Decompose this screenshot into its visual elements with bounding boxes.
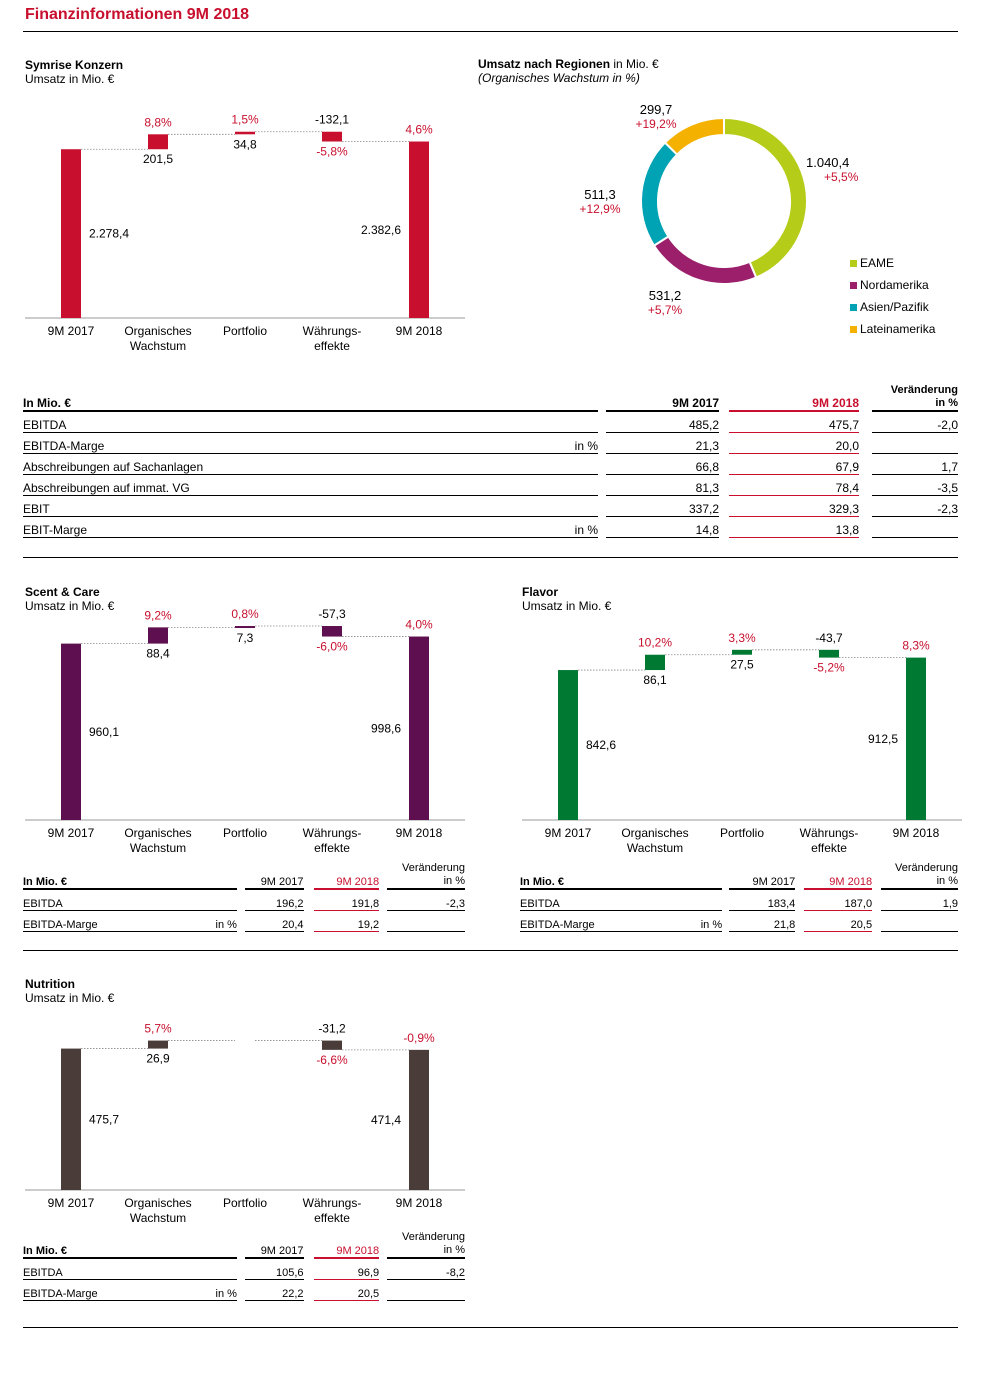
legend-label-3: Asien/Pazifik xyxy=(860,300,929,314)
row-unit xyxy=(164,889,237,911)
category-label-4: Währungs-effekte xyxy=(799,826,859,855)
row-label: EBITDA xyxy=(520,889,636,911)
pct-label-5: 4,6% xyxy=(405,122,433,137)
row-value-2017: 337,2 xyxy=(606,496,719,517)
legend-label-2: Nordamerika xyxy=(860,278,929,292)
regions-title-block xyxy=(478,57,659,71)
value-label-2: 86,1 xyxy=(643,673,667,688)
row-label: EBITDA-Marge xyxy=(520,911,636,932)
row-value-2017: 196,2 xyxy=(245,889,304,911)
row-gap xyxy=(795,911,804,932)
bar-4 xyxy=(819,650,839,658)
bar-4 xyxy=(322,626,342,637)
table-header-spacer xyxy=(473,384,598,411)
table-header-col1: 9M 2017 xyxy=(729,862,795,889)
table-header-spacer xyxy=(164,862,237,889)
table-row xyxy=(23,454,958,475)
row-gap xyxy=(859,411,872,433)
table-header-row xyxy=(23,1231,465,1258)
row-unit xyxy=(473,411,598,433)
page-bottom-rule xyxy=(23,1327,958,1328)
row-gap xyxy=(719,496,729,517)
scent-table xyxy=(23,862,465,932)
page-title: Finanzinformationen 9M 2018 xyxy=(25,6,250,23)
table-header-col1: 9M 2017 xyxy=(606,384,719,411)
flavor-title: Flavor xyxy=(522,585,559,599)
value-label-4: -31,2 xyxy=(318,1021,346,1036)
row-gap xyxy=(719,517,729,538)
main-financial-table xyxy=(23,384,958,538)
row-unit: in % xyxy=(473,433,598,454)
row-value-2018: 67,9 xyxy=(729,454,859,475)
slice-value-label-3: 511,3 xyxy=(584,187,616,202)
row-value-2017: 66,8 xyxy=(606,454,719,475)
konzern-title: Symrise Konzern xyxy=(25,58,124,72)
row-value-change: -2,3 xyxy=(387,889,465,911)
table-row xyxy=(23,911,465,932)
row-value-change xyxy=(387,911,465,932)
table-header-gap xyxy=(379,862,387,889)
row-value-2018: 78,4 xyxy=(729,475,859,496)
table-header-gap xyxy=(719,384,729,411)
segments-bottom-rule xyxy=(23,950,958,951)
nutrition-table xyxy=(23,1231,465,1301)
pct-label-5: -0,9% xyxy=(403,1030,435,1045)
pct-label-5: 8,3% xyxy=(902,638,930,653)
legend-swatch-2 xyxy=(850,282,857,289)
pct-label-4: -5,8% xyxy=(316,144,348,159)
legend-swatch-3 xyxy=(850,304,857,311)
row-gap xyxy=(859,475,872,496)
regions-subtitle: (Organisches Wachstum in %) xyxy=(478,71,640,85)
legend-swatch-4 xyxy=(850,326,857,333)
bar-5 xyxy=(409,637,429,820)
pct-label-4: -6,0% xyxy=(316,639,348,654)
value-label-4: -43,7 xyxy=(815,630,843,645)
col3-line1: Veränderung xyxy=(895,862,958,874)
row-value-2017: 21,3 xyxy=(606,433,719,454)
row-gap xyxy=(598,454,606,475)
row-gap xyxy=(719,454,729,475)
bar-2 xyxy=(645,655,665,670)
bar-3 xyxy=(732,650,752,655)
row-value-change xyxy=(872,433,958,454)
pct-label-4: -6,6% xyxy=(316,1052,348,1067)
row-value-2018: 20,5 xyxy=(804,911,872,932)
row-label: EBITDA-Marge xyxy=(23,911,164,932)
category-label-2: Organisches Wachstum xyxy=(124,826,192,855)
row-value-2018: 475,7 xyxy=(729,411,859,433)
table-header-gap xyxy=(237,862,245,889)
row-gap xyxy=(795,889,804,911)
row-gap xyxy=(598,475,606,496)
slice-growth-label-2: +5,7% xyxy=(647,303,683,317)
row-value-2017: 20,4 xyxy=(245,911,304,932)
table-row xyxy=(23,1258,465,1280)
row-gap xyxy=(722,889,729,911)
table-header-col1: 9M 2017 xyxy=(245,862,304,889)
row-gap xyxy=(304,1258,314,1280)
table-header-label: In Mio. € xyxy=(23,1231,164,1258)
row-value-change xyxy=(881,911,958,932)
table-row xyxy=(520,889,958,911)
row-value-2018: 187,0 xyxy=(804,889,872,911)
header-rule xyxy=(23,31,958,32)
value-label-3: 7,3 xyxy=(236,631,254,646)
table-header-gap xyxy=(237,1231,245,1258)
pct-label-5: 4,0% xyxy=(405,617,433,632)
value-label-1: 475,7 xyxy=(89,1112,120,1127)
nutrition-subtitle: Umsatz in Mio. € xyxy=(25,991,115,1005)
row-gap xyxy=(379,1258,387,1280)
table-header-label: In Mio. € xyxy=(520,862,636,889)
category-label-1: 9M 2017 xyxy=(47,324,95,338)
table-row xyxy=(23,411,958,433)
row-value-change: -8,2 xyxy=(387,1258,465,1280)
pct-label-2: 8,8% xyxy=(144,115,172,130)
table-header-gap xyxy=(872,862,881,889)
col3-line1: Veränderung xyxy=(890,384,958,396)
row-label: Abschreibungen auf Sachanlagen xyxy=(23,454,473,475)
slice-growth-label-1: +5,5% xyxy=(824,170,859,184)
pct-label-2: 9,2% xyxy=(144,608,172,623)
table-header-col2: 9M 2018 xyxy=(314,1231,380,1258)
value-label-3: 34,8 xyxy=(233,137,257,152)
table-header-col3 xyxy=(881,862,958,889)
row-gap xyxy=(304,911,314,932)
category-label-3: Portfolio xyxy=(222,324,268,338)
table-header-gap xyxy=(859,384,872,411)
pct-label-3: 1,5% xyxy=(231,112,259,127)
flavor-subtitle: Umsatz in Mio. € xyxy=(522,599,612,613)
col3-line2: in % xyxy=(443,1244,465,1256)
value-label-2: 201,5 xyxy=(142,152,174,167)
pct-label-3: 3,3% xyxy=(728,630,756,645)
row-gap xyxy=(598,517,606,538)
row-unit: in % xyxy=(636,911,722,932)
row-unit: in % xyxy=(164,911,237,932)
row-gap xyxy=(379,911,387,932)
slice-value-label-1: 1.040,4 xyxy=(806,155,850,170)
row-gap xyxy=(859,496,872,517)
table-header-gap xyxy=(304,862,314,889)
table-header-col2: 9M 2018 xyxy=(729,384,859,411)
value-label-4: -57,3 xyxy=(318,607,346,622)
row-gap xyxy=(719,433,729,454)
nutrition-title: Nutrition xyxy=(25,977,75,991)
row-gap xyxy=(237,1258,245,1280)
row-value-2017: 14,8 xyxy=(606,517,719,538)
row-label: EBIT-Marge xyxy=(23,517,473,538)
table-row xyxy=(23,889,465,911)
slice-nordamerika xyxy=(654,236,756,284)
bar-2 xyxy=(148,1041,168,1049)
regions-title: Umsatz nach Regionen xyxy=(478,57,611,71)
row-label: EBIT xyxy=(23,496,473,517)
value-label-2: 88,4 xyxy=(146,646,170,661)
table-header-col3 xyxy=(387,862,465,889)
legend-swatch-1 xyxy=(850,260,857,267)
row-label: EBITDA xyxy=(23,889,164,911)
row-value-2017: 485,2 xyxy=(606,411,719,433)
row-gap xyxy=(237,1280,245,1301)
col3-line2: in % xyxy=(936,875,958,887)
bar-3 xyxy=(235,626,255,628)
table-header-row xyxy=(23,862,465,889)
row-gap xyxy=(859,454,872,475)
regions-donut-chart xyxy=(560,95,980,355)
table-header-row xyxy=(520,862,958,889)
row-value-2018: 96,9 xyxy=(314,1258,380,1280)
row-gap xyxy=(859,433,872,454)
category-label-2: Organisches Wachstum xyxy=(124,1196,192,1225)
bar-1 xyxy=(61,1049,81,1190)
category-label-5: 9M 2018 xyxy=(395,826,443,840)
table-header-gap xyxy=(598,384,606,411)
category-label-5: 9M 2018 xyxy=(395,324,443,338)
row-value-2017: 81,3 xyxy=(606,475,719,496)
row-value-change: -2,0 xyxy=(872,411,958,433)
category-label-1: 9M 2017 xyxy=(47,826,95,840)
row-value-2018: 329,3 xyxy=(729,496,859,517)
value-label-1: 2.278,4 xyxy=(89,226,130,241)
category-label-2: Organisches Wachstum xyxy=(621,826,689,855)
pct-label-4: -5,2% xyxy=(813,660,845,675)
value-label-3: 27,5 xyxy=(730,657,754,672)
value-label-1: 960,1 xyxy=(89,724,120,739)
category-label-5: 9M 2018 xyxy=(892,826,940,840)
konzern-subtitle: Umsatz in Mio. € xyxy=(25,72,115,86)
row-value-change xyxy=(387,1280,465,1301)
bar-4 xyxy=(322,132,342,142)
value-label-1: 842,6 xyxy=(586,738,617,753)
row-unit xyxy=(636,889,722,911)
row-unit: in % xyxy=(473,517,598,538)
table-header-gap xyxy=(722,862,729,889)
slice-asienpazifik xyxy=(641,143,677,246)
main-table-bottom-rule xyxy=(23,557,958,558)
scent-title: Scent & Care xyxy=(25,585,100,599)
row-value-2018: 20,0 xyxy=(729,433,859,454)
bar-1 xyxy=(558,670,578,820)
col3-line2: in % xyxy=(443,875,465,887)
slice-growth-label-3: +12,9% xyxy=(579,202,621,216)
row-label: EBITDA xyxy=(23,411,473,433)
legend-label-1: EAME xyxy=(860,256,895,270)
bar-2 xyxy=(148,627,168,643)
row-value-2018: 20,5 xyxy=(314,1280,380,1301)
slice-eame xyxy=(724,118,807,278)
table-header-col1: 9M 2017 xyxy=(245,1231,304,1258)
row-value-change xyxy=(872,517,958,538)
slice-value-label-4: 299,7 xyxy=(639,102,673,117)
row-gap xyxy=(719,475,729,496)
row-gap xyxy=(872,889,881,911)
row-unit xyxy=(164,1258,237,1280)
row-gap xyxy=(304,889,314,911)
row-gap xyxy=(379,889,387,911)
slice-value-label-2: 531,2 xyxy=(648,288,682,303)
row-unit: in % xyxy=(164,1280,237,1301)
row-label: EBITDA-Marge xyxy=(23,1280,164,1301)
regions-title-suffix: in Mio. € xyxy=(613,57,659,71)
table-header-spacer xyxy=(636,862,722,889)
row-label: Abschreibungen auf immat. VG xyxy=(23,475,473,496)
row-unit xyxy=(473,475,598,496)
nutrition-waterfall-chart xyxy=(25,1005,465,1230)
bar-5 xyxy=(409,142,429,318)
flavor-table xyxy=(520,862,958,932)
category-label-4: Währungs-effekte xyxy=(302,1196,362,1225)
row-gap xyxy=(598,496,606,517)
category-label-5: 9M 2018 xyxy=(395,1196,443,1210)
bar-5 xyxy=(409,1050,429,1190)
row-value-2017: 21,8 xyxy=(729,911,795,932)
category-label-3: Portfolio xyxy=(719,826,765,840)
value-label-5: 912,5 xyxy=(867,731,898,746)
table-header-row xyxy=(23,384,958,411)
table-header-label: In Mio. € xyxy=(23,862,164,889)
table-header-col2: 9M 2018 xyxy=(804,862,872,889)
category-label-2: Organisches Wachstum xyxy=(124,324,192,353)
table-header-col3 xyxy=(387,1231,465,1258)
table-header-spacer xyxy=(164,1231,237,1258)
row-value-2017: 183,4 xyxy=(729,889,795,911)
table-header-gap xyxy=(795,862,804,889)
category-label-4: Währungs-effekte xyxy=(302,826,362,855)
row-label: EBITDA xyxy=(23,1258,164,1280)
value-label-4: -132,1 xyxy=(314,112,350,127)
row-value-2017: 22,2 xyxy=(245,1280,304,1301)
konzern-waterfall-chart xyxy=(25,100,465,360)
table-row xyxy=(23,517,958,538)
row-value-change: -3,5 xyxy=(872,475,958,496)
table-header-label: In Mio. € xyxy=(23,384,473,411)
scent-subtitle: Umsatz in Mio. € xyxy=(25,599,115,613)
category-label-3: Portfolio xyxy=(222,826,268,840)
col3-line2: in % xyxy=(935,397,958,409)
value-label-5: 471,4 xyxy=(370,1112,401,1127)
table-row xyxy=(23,496,958,517)
table-header-col2: 9M 2018 xyxy=(314,862,380,889)
row-gap xyxy=(598,433,606,454)
row-gap xyxy=(872,911,881,932)
table-row xyxy=(23,433,958,454)
row-label: EBITDA-Marge xyxy=(23,433,473,454)
pct-label-3: 0,8% xyxy=(231,607,259,622)
row-value-change: -2,3 xyxy=(872,496,958,517)
bar-1 xyxy=(61,149,81,318)
bar-5 xyxy=(906,658,926,820)
table-row xyxy=(23,1280,465,1301)
row-value-change: 1,7 xyxy=(872,454,958,475)
row-value-change: 1,9 xyxy=(881,889,958,911)
row-gap xyxy=(237,911,245,932)
row-unit xyxy=(473,454,598,475)
row-value-2018: 13,8 xyxy=(729,517,859,538)
pct-label-2: 5,7% xyxy=(144,1021,172,1036)
table-header-gap xyxy=(379,1231,387,1258)
bar-3 xyxy=(235,132,255,135)
category-label-4: Währungs-effekte xyxy=(302,324,362,353)
row-value-2018: 191,8 xyxy=(314,889,380,911)
bar-4 xyxy=(322,1041,342,1050)
scent-waterfall-chart xyxy=(25,607,465,860)
slice-growth-label-4: +19,2% xyxy=(635,117,677,131)
value-label-2: 26,9 xyxy=(146,1051,170,1066)
row-gap xyxy=(859,517,872,538)
row-value-2018: 19,2 xyxy=(314,911,380,932)
pct-label-2: 10,2% xyxy=(637,635,673,650)
row-gap xyxy=(722,911,729,932)
value-label-5: 998,6 xyxy=(370,721,401,736)
flavor-waterfall-chart xyxy=(522,610,962,860)
category-label-3: Portfolio xyxy=(222,1196,268,1210)
category-label-1: 9M 2017 xyxy=(47,1196,95,1210)
col3-line1: Veränderung xyxy=(402,862,465,874)
row-gap xyxy=(379,1280,387,1301)
row-unit xyxy=(473,496,598,517)
row-gap xyxy=(598,411,606,433)
table-header-gap xyxy=(304,1231,314,1258)
row-gap xyxy=(304,1280,314,1301)
table-row xyxy=(520,911,958,932)
value-label-5: 2.382,6 xyxy=(360,222,401,237)
row-gap xyxy=(237,889,245,911)
col3-line1: Veränderung xyxy=(402,1231,465,1243)
legend-label-4: Lateinamerika xyxy=(860,322,936,336)
table-row xyxy=(23,475,958,496)
row-value-2017: 105,6 xyxy=(245,1258,304,1280)
category-label-1: 9M 2017 xyxy=(544,826,592,840)
table-header-col3 xyxy=(872,384,958,411)
row-gap xyxy=(719,411,729,433)
bar-1 xyxy=(61,644,81,820)
bar-2 xyxy=(148,134,168,149)
